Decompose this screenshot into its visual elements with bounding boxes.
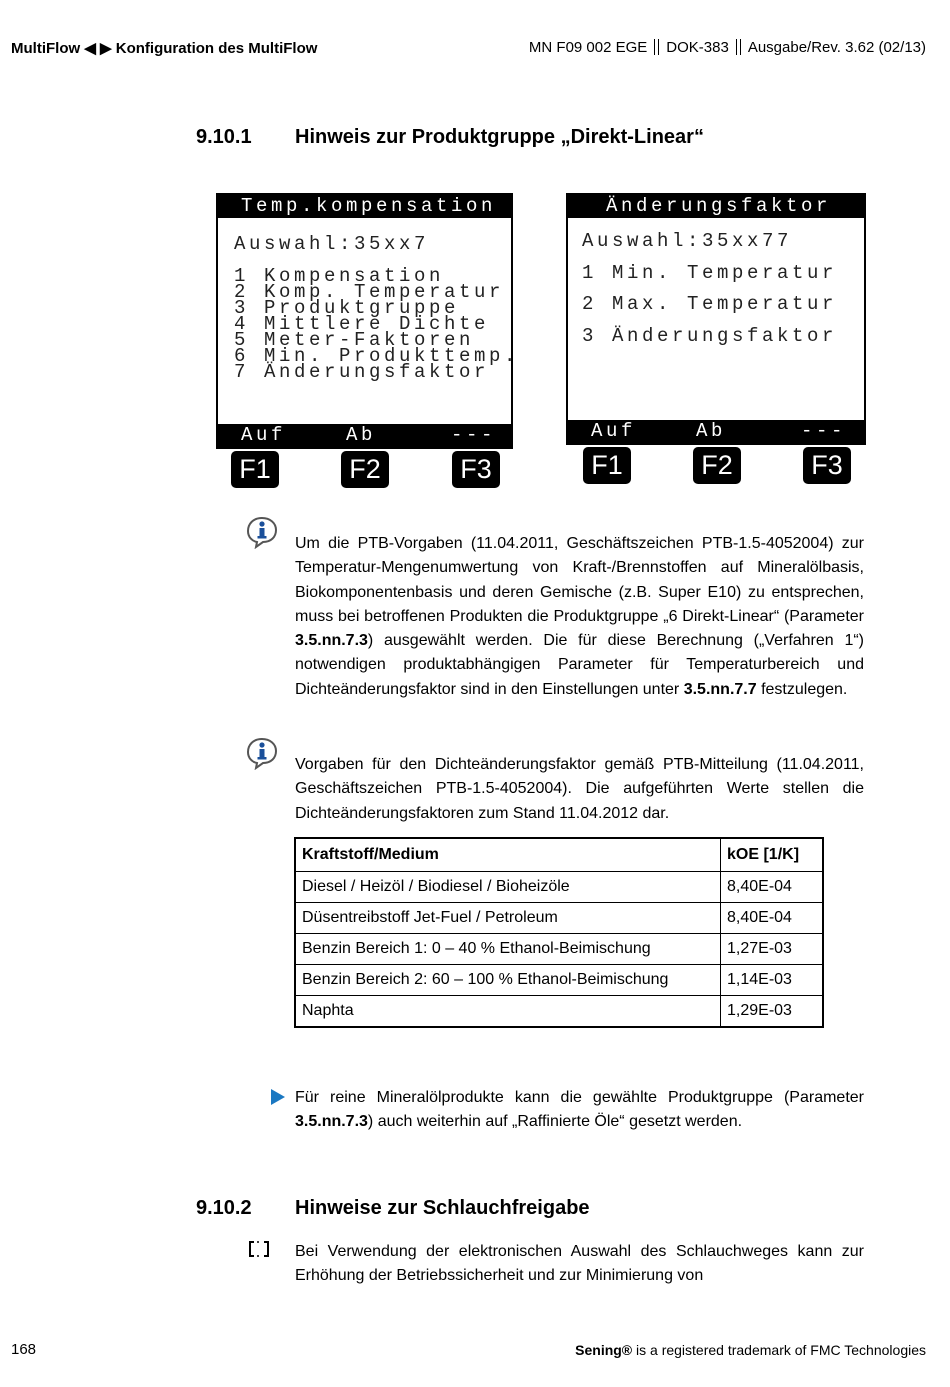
header-chapter: Konfiguration des MultiFlow: [115, 40, 318, 57]
f2-key: F2: [341, 451, 389, 488]
column-header: kOE [1/K]: [721, 838, 824, 872]
table-cell: 8,40E-04: [721, 872, 824, 903]
display-screen-temp-kompensation: [216, 193, 520, 449]
display-screen-aenderungsfaktor: [566, 193, 866, 445]
menu-item: 2 Max. Temperatur: [582, 293, 838, 315]
header-product: MultiFlow: [11, 40, 81, 57]
section-number: 9.10.2: [196, 1197, 252, 1219]
dok-number: DOK-383: [666, 39, 729, 56]
arrow-right-icon: [271, 1089, 285, 1105]
page-number: 168: [11, 1341, 37, 1358]
column-header: Kraftstoff/Medium: [295, 838, 721, 872]
table-cell: Naphta: [295, 996, 721, 1028]
menu-item: 2 Komp. Temperatur: [234, 281, 505, 303]
menu-item: 6 Min. Produkttemp.: [234, 345, 520, 367]
header-doc-info: [529, 39, 926, 56]
koe-table: [294, 837, 824, 1028]
softkey-labels: Auf Ab ---: [218, 424, 511, 447]
f2-key: F2: [693, 447, 741, 484]
menu-item: 1 Kompensation: [234, 265, 445, 287]
section-title: Hinweise zur Schlauchfreigabe: [295, 1197, 590, 1219]
table-cell: 1,14E-03: [721, 965, 824, 996]
menu-item: 3 Produktgruppe: [234, 297, 460, 319]
bracket-icon: [248, 1240, 270, 1258]
table-row: [295, 965, 823, 996]
menu-item: 7 Änderungsfaktor: [234, 361, 490, 383]
table-cell: Düsentreibstoff Jet-Fuel / Petroleum: [295, 903, 721, 934]
table-cell: Diesel / Heizöl / Biodiesel / Bioheizöle: [295, 872, 721, 903]
f1-key: F1: [231, 451, 279, 488]
parameter-ref: 3.5.nn.7.7: [683, 680, 757, 698]
menu-item: 5 Meter-Faktoren: [234, 329, 475, 351]
screen-selection: Auswahl:35xx7: [234, 233, 430, 255]
softkey-labels: Auf Ab ---: [568, 420, 864, 443]
section-title: Hinweis zur Produktgruppe „Direkt-Linear“: [295, 126, 704, 148]
table-cell: 8,40E-04: [721, 903, 824, 934]
ptb-note-paragraph: Um die PTB-Vorgaben (11.04.2011, Geschäftszeichen PTB-1.5-4052004) zur Temperatur-Mengenumwertung von Kraft-/Brennstoffen auf Mineralölbasis, Biokomponentenbasis und deren Gemische (z.B. Super E10) zu entsprechen, muss bei betroffenen Produkten die Produktgruppe „6 Direkt-Linear“ (Parameter 3.5.nn.7.3) ausgewählt werden. Die für diese Berechnung („Verfahren 1“) notwendigen produktabhängigen Parameter für Temperaturbereich und Dichteänderungsfaktor sind in den Einstellungen unter 3.5.nn.7.7 festzulegen.: [295, 535, 864, 698]
screen-title: Temp.kompensation: [218, 195, 511, 218]
menu-item: 3 Änderungsfaktor: [582, 325, 838, 347]
koe-note-paragraph: Vorgaben für den Dichteänderungsfaktor gemäß PTB-Mitteilung (11.04.2011, Geschäftszeichen PTB-1.5-4052004). Die aufgeführten Werte stellen die Dichteänderungsfaktoren zum Stand 11.04.2012 dar.: [295, 756, 864, 822]
info-icon: [245, 736, 279, 770]
hose-release-paragraph: Bei Verwendung der elektronischen Auswahl des Schlauchweges kann zur Erhöhung der Betriebssicherheit und zur Minimierung von: [295, 1243, 864, 1285]
table-row: [295, 996, 823, 1028]
trademark-notice: Sening® is a registered trademark of FMC Technologies: [575, 1342, 926, 1358]
table-row: [295, 903, 823, 934]
menu-item: 4 Mittlere Dichte: [234, 313, 490, 335]
table-cell: 1,29E-03: [721, 996, 824, 1028]
section-number: 9.10.1: [196, 126, 252, 148]
menu-item: 1 Min. Temperatur: [582, 262, 838, 284]
table-row: [295, 872, 823, 903]
info-icon: [245, 515, 279, 549]
revision: Ausgabe/Rev. 3.62 (02/13): [747, 39, 926, 56]
nav-arrows-icon: ◀ ▶: [84, 40, 112, 57]
screen-title: Änderungsfaktor: [568, 195, 864, 218]
f3-key: F3: [452, 451, 500, 488]
screen-selection: Auswahl:35xx77: [582, 230, 793, 252]
table-cell: 1,27E-03: [721, 934, 824, 965]
table-cell: Benzin Bereich 2: 60 – 100 % Ethanol-Beimischung: [295, 965, 721, 996]
table-row: [295, 934, 823, 965]
parameter-ref: 3.5.nn.7.3: [295, 632, 368, 650]
mineral-oil-note-paragraph: Für reine Mineralölprodukte kann die gewählte Produktgruppe (Parameter 3.5.nn.7.3) auch weiterhin auf „Raffinierte Öle“ gesetzt werden.: [295, 1089, 864, 1131]
doc-id: MN F09 002 EGE: [528, 39, 648, 56]
table-header-row: [295, 838, 823, 872]
table-cell: Benzin Bereich 1: 0 – 40 % Ethanol-Beimischung: [295, 934, 721, 965]
brand-name: Sening®: [575, 1342, 633, 1358]
f1-key: F1: [583, 447, 631, 484]
header-title: [11, 39, 317, 57]
f3-key: F3: [803, 447, 851, 484]
parameter-ref: 3.5.nn.7.3: [295, 1113, 368, 1131]
